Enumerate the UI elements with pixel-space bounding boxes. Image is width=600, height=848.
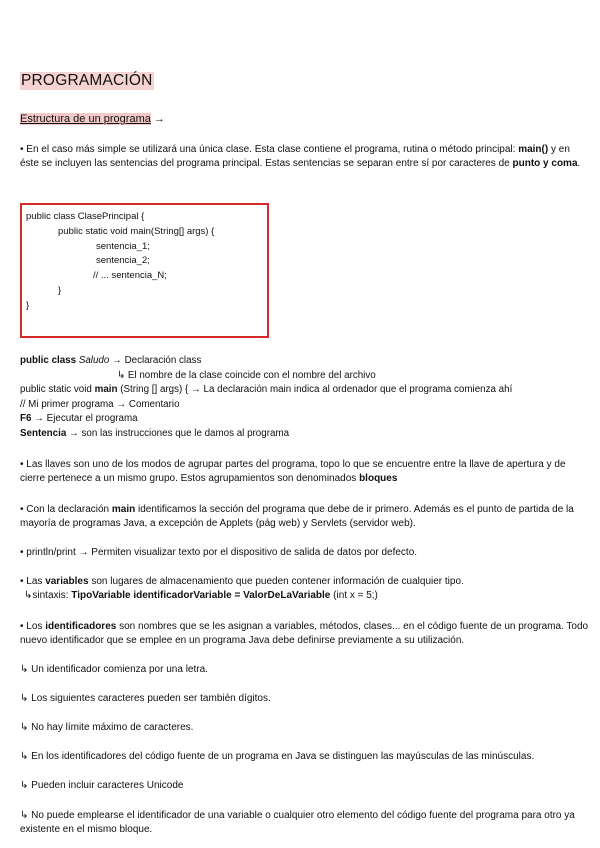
vars-example: (int x = 5;)	[330, 589, 378, 601]
rule-item: ↳ Pueden incluir caracteres Unicode	[20, 780, 184, 791]
decl-comment-line: // Mi primer programa → Comentario	[20, 398, 180, 410]
llaves-paragraph	[20, 458, 590, 485]
vars-syntax: TipoVariable identificadorVariable = ValorDeLaVariable	[71, 589, 331, 601]
code-line-6: }	[58, 284, 62, 296]
decl-class-note: ↳ El nombre de la clase coincide con el nombre del archivo	[117, 369, 376, 381]
rule-item: ↳ No hay límite máximo de caracteres.	[20, 722, 194, 733]
main-text-2: identificamos la sección del programa que debe de ir primero. Además es el punto de partida de la mayoría de programas Java, a excepción de Applets (pág web) y Servlets (servidor web).	[20, 504, 574, 529]
identificadores-paragraph	[20, 620, 590, 647]
intro-paragraph	[20, 143, 590, 170]
main-paragraph	[20, 503, 590, 530]
section-heading-arrow: →	[150, 113, 165, 125]
decl-sentencia-term: Sentencia	[20, 427, 67, 439]
section-heading	[20, 112, 165, 126]
decl-sentencia-desc: → son las instrucciones que le damos al programa	[66, 427, 290, 439]
ident-text-2: son nombres que se les asignan a variables, métodos, clases... en el código fuente de un programa. Todo nuevo identificador que se emplee en un programa Java debe definirse previamente a su utilización.	[20, 621, 589, 646]
rule-item: ↳ No puede emplearse el identificador de una variable o cualquier otro elemento del código fuente del programa para otro ya existente en el mismo bloque.	[20, 810, 575, 835]
intro-bold-main: main()	[518, 144, 549, 155]
section-heading-label: Estructura de un programa	[20, 113, 151, 125]
llaves-bold-bloques: bloques	[359, 472, 398, 484]
code-line-5: // ... sentencia_N;	[93, 270, 167, 282]
decl-main-keyword: main	[94, 384, 118, 395]
intro-bold-punto-coma: punto y coma	[512, 157, 578, 169]
code-line-2: public static void main(String[] args) {	[58, 225, 215, 237]
decl-sentencia-line	[20, 427, 512, 442]
vars-syntax-label: ↳sintaxis:	[24, 589, 72, 601]
decl-main-desc: (String [] args) { → La declaración main indica al ordenador que el programa comienza ahí	[117, 384, 513, 395]
llaves-text: • Las llaves son uno de los modos de agrupar partes del programa, topo lo que se encuentre entre la llave de apertura y de cierre pertenece a un mismo grupo. Estos agrupamientos son denominados	[20, 459, 566, 484]
vars-bold: variables	[45, 576, 89, 587]
decl-class-line	[20, 354, 512, 369]
vars-text-2: son lugares de almacenamiento que pueden contener información de cualquier tipo.	[88, 576, 464, 587]
decl-class-name: Saludo	[78, 355, 110, 366]
rule-item: ↳ Un identificador comienza por una letra.	[20, 664, 208, 675]
ident-bold: identificadores	[45, 621, 117, 632]
code-line-7: }	[26, 299, 30, 311]
main-bold: main	[111, 504, 136, 515]
ident-text-1: • Los	[20, 621, 46, 632]
intro-text-3: .	[577, 157, 581, 169]
decl-f6-desc: → Ejecutar el programa	[31, 413, 138, 424]
intro-text-2: y en éste se incluyen las sentencias del programa principal. Estas sentencias se separan entre sí por caracteres de	[20, 144, 570, 169]
page-title: PROGRAMACIÓN	[21, 72, 153, 89]
main-text-1: • Con la declaración	[20, 504, 112, 515]
variables-paragraph	[20, 575, 590, 602]
decl-main-line	[20, 383, 512, 398]
vars-text-1: • Las	[20, 576, 46, 587]
code-line-4: sentencia_2;	[96, 255, 150, 267]
decl-main-prefix: public static void	[20, 384, 95, 395]
decl-f6-key: F6	[20, 413, 32, 424]
decl-class-keyword: public class	[20, 355, 79, 366]
code-line-3: sentencia_1;	[96, 240, 150, 252]
code-line-1: public class ClasePrincipal {	[26, 211, 145, 222]
declarations-list	[20, 354, 512, 441]
println-paragraph: • println/print → Permiten visualizar texto por el dispositivo de salida de datos por defecto.	[20, 547, 418, 558]
decl-class-desc: → Declaración class	[109, 355, 202, 366]
decl-f6-line	[20, 412, 512, 427]
code-example-box	[20, 203, 269, 338]
rule-item: ↳ En los identificadores del código fuente de un programa en Java se distinguen las mayúsculas de las minúsculas.	[20, 751, 535, 762]
rule-item: ↳ Los siguientes caracteres pueden ser también dígitos.	[20, 693, 271, 704]
intro-text-1: • En el caso más simple se utilizará una única clase. Esta clase contiene el programa, rutina o método principal:	[20, 144, 519, 155]
